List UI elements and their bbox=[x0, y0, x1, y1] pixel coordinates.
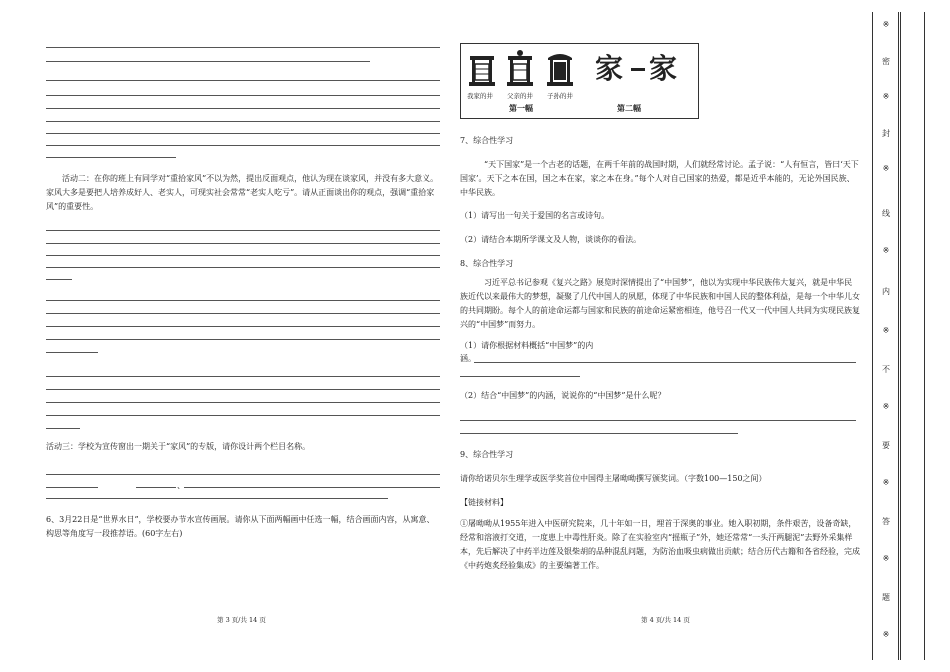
answer-line bbox=[46, 255, 440, 256]
column-name-blank[interactable] bbox=[46, 487, 98, 488]
binding-char: 内 bbox=[882, 287, 890, 296]
page-footer-right: 第 4 页/共 14 页 bbox=[641, 616, 690, 624]
well-illustration-1 bbox=[467, 50, 497, 92]
binding-char: ※ bbox=[882, 630, 890, 639]
answer-line bbox=[46, 61, 370, 62]
question-8-answer-line[interactable] bbox=[460, 420, 856, 421]
binding-char: ※ bbox=[882, 402, 890, 411]
column-name-blank[interactable] bbox=[136, 487, 176, 488]
answer-line bbox=[46, 389, 440, 390]
binding-char: 答 bbox=[882, 517, 890, 526]
binding-char: 线 bbox=[882, 209, 890, 218]
question-8-answer-line[interactable] bbox=[474, 362, 856, 363]
binding-char: ※ bbox=[882, 164, 890, 173]
binding-char: 密 bbox=[882, 57, 890, 66]
question-8-part-1: （1）请你根据材料概括“中国梦”的内 bbox=[460, 341, 594, 350]
question-8-answer-line[interactable] bbox=[460, 376, 580, 377]
well-caption-3: 子孙的井 bbox=[547, 92, 573, 100]
binding-char: ※ bbox=[882, 554, 890, 563]
family-calligraphy bbox=[589, 52, 689, 88]
answer-line bbox=[46, 352, 98, 353]
binding-char: ※ bbox=[882, 326, 890, 335]
question-9-title: 9、综合性学习 bbox=[460, 450, 514, 459]
answer-line bbox=[46, 121, 440, 122]
water-poster-figure bbox=[460, 43, 699, 119]
question-7-text: “天下国家”是一个古老的话题，在两千年前的战国时期，人们就经常讨论。孟子说：“人有恒言，皆曰‘天下国家’。天下之本在国，国之本在家，家之本在身。”每个人对自己国家的热爱，都是近乎本能的，无论外国民族、中华民族。 bbox=[460, 160, 859, 197]
answer-line bbox=[46, 313, 440, 314]
answer-line bbox=[46, 145, 440, 146]
binding-line bbox=[872, 12, 873, 660]
binding-line bbox=[898, 12, 899, 660]
answer-line bbox=[46, 415, 440, 416]
question-9-text: 请你给诺贝尔生理学或医学奖首位中国得主屠呦呦撰写颁奖词。（字数100—150之间） bbox=[460, 474, 767, 483]
figure-label-2: 第二幅 bbox=[617, 103, 641, 113]
binding-char: 要 bbox=[882, 441, 890, 450]
question-8-part-1-cont: 涵。 bbox=[460, 354, 476, 363]
binding-margin bbox=[864, 0, 950, 672]
calligraphy-char-left: 家 bbox=[595, 52, 624, 85]
well-illustration-2 bbox=[505, 50, 535, 92]
answer-line bbox=[46, 326, 440, 327]
answer-line bbox=[46, 80, 440, 81]
answer-line bbox=[46, 279, 72, 280]
calligraphy-char-right: 家 bbox=[649, 52, 678, 85]
answer-line bbox=[46, 267, 440, 268]
binding-char: ※ bbox=[882, 92, 890, 101]
answer-line bbox=[46, 498, 388, 499]
activity-2-text: 活动二：在你的班上有同学对“重拾家风”不以为然，提出反面观点，他认为现在谈家风，并没有多大意义。家风大多是要把人培养成好人、老实人，可现实社会常常“老实人吃亏”。请从正面谈出你的观点，强调“重拾家风”的重要性。 bbox=[46, 174, 439, 211]
question-7-title: 7、综合性学习 bbox=[460, 136, 514, 145]
answer-line bbox=[46, 402, 440, 403]
answer-line bbox=[46, 108, 440, 109]
question-6-text: 6、3月22日是“世界水日”，学校要办节水宣传画展。请你从下面两幅画中任选一幅，结合画面内容，从寓意、构思等角度写一段推荐语。(60字左右) bbox=[46, 515, 435, 538]
binding-char: 不 bbox=[882, 365, 890, 374]
answer-line bbox=[46, 230, 440, 231]
well-caption-2: 父亲的井 bbox=[507, 92, 533, 100]
answer-line bbox=[46, 474, 440, 475]
link-material-title: 【链接材料】 bbox=[460, 498, 508, 507]
answer-line bbox=[46, 300, 440, 301]
binding-line bbox=[924, 12, 925, 660]
binding-char: ※ bbox=[882, 20, 890, 29]
question-7-part-2: （2）请结合本期所学课文及人物，谈谈你的看法。 bbox=[460, 235, 642, 244]
activity-3-text: 活动三：学校为宣传窗出一期关于“家风”的专版，请你设计两个栏目名称。 bbox=[46, 442, 311, 451]
answer-line bbox=[46, 339, 440, 340]
binding-char: ※ bbox=[882, 478, 890, 487]
answer-line bbox=[46, 47, 440, 48]
binding-line bbox=[900, 12, 901, 660]
answer-line bbox=[46, 95, 440, 96]
page-footer-left: 第 3 页/共 14 页 bbox=[217, 616, 266, 624]
calligraphy-dash bbox=[631, 68, 645, 71]
question-8-text: 习近平总书记参观《复兴之路》展览时深情提出了“中国梦”，他以为实现中华民族伟大复兴，就是中华民族近代以来最伟大的梦想，凝聚了几代中国人的夙愿，体现了中华民族和中国人民的整体利益，是每一个中华儿女的共同期盼。每个人的前途命运都与国家和民族的前途命运紧密相连，他号召一代又一代中国人共同为实现民族复兴的“中国梦”而努力。 bbox=[460, 278, 860, 329]
question-8-answer-line[interactable] bbox=[460, 433, 738, 434]
answer-line bbox=[46, 428, 80, 429]
question-8-part-2: （2）结合“中国梦”的内涵，说说你的“中国梦”是什么呢？ bbox=[460, 391, 666, 400]
blank-separator: 、 bbox=[177, 481, 185, 490]
answer-line bbox=[46, 157, 176, 158]
answer-line bbox=[46, 243, 440, 244]
link-material-text: ①屠呦呦从1955年进入中医研究院来，几十年如一日，埋首于深奥的事业。她入职初期，条件艰苦，设备奇缺，经常和溶液打交道，一度患上中毒性肝炎。除了在实验室内“摇瓶子”外，她还常常“一头汗两腿泥”去野外采集样本，先后解决了中药半边莲及银柴胡的品种混乱问题，为防治血吸虫病做出贡献；结合历代古籍和各省经验，完成《中药炮炙经验集成》的主要编著工作。 bbox=[460, 519, 860, 570]
binding-char: 封 bbox=[882, 129, 890, 138]
column-name-blank[interactable] bbox=[184, 487, 440, 488]
well-caption-1: 我家的井 bbox=[467, 92, 493, 100]
well-illustration-3 bbox=[545, 50, 575, 92]
question-8-title: 8、综合性学习 bbox=[460, 259, 514, 268]
binding-char: 题 bbox=[882, 593, 890, 602]
binding-char: ※ bbox=[882, 246, 890, 255]
answer-line bbox=[46, 376, 440, 377]
answer-line bbox=[46, 133, 440, 134]
figure-label-1: 第一幅 bbox=[509, 103, 533, 113]
question-7-part-1: （1）请写出一句关于爱国的名言或诗句。 bbox=[460, 211, 610, 220]
